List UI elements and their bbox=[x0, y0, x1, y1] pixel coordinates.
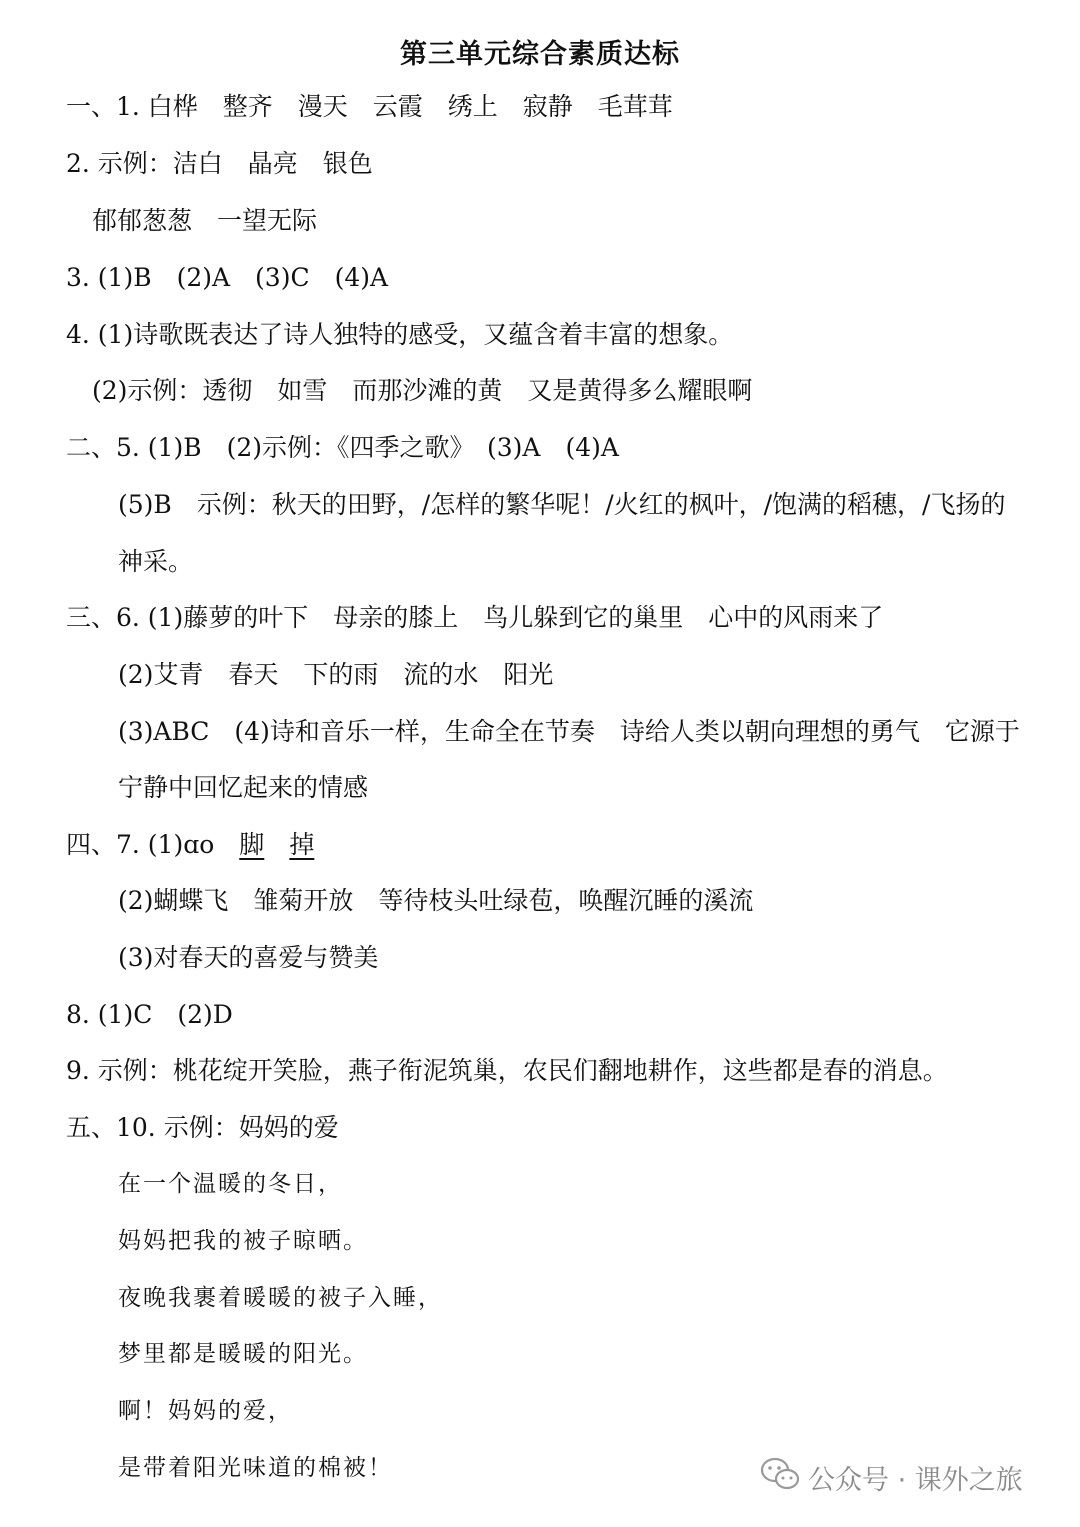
answer-line: 一、1. 白桦 整齐 漫天 云霞 绣上 寂静 毛茸茸 bbox=[66, 92, 673, 121]
answer-line bbox=[66, 828, 314, 862]
answer-line: (5)B 示例：秋天的田野，/怎样的繁华呢！/火红的枫叶，/饱满的稻穗，/飞扬的 bbox=[118, 490, 1006, 519]
separator bbox=[264, 830, 289, 859]
answer-line: (2)艾青 春天 下的雨 流的水 阳光 bbox=[118, 660, 554, 689]
poem-line: 妈妈把我的被子晾晒。 bbox=[118, 1228, 368, 1254]
page-title: 第三单元综合素质达标 bbox=[400, 39, 680, 70]
poem-title: 妈妈的爱 bbox=[238, 1113, 339, 1142]
answer-line: (2)蝴蝶飞 雏菊开放 等待枝头吐绿苞，唤醒沉睡的溪流 bbox=[118, 886, 754, 915]
answer-line: 8. (1)C (2)D bbox=[66, 1000, 233, 1029]
answer-line: (3)对春天的喜爱与赞美 bbox=[118, 943, 379, 972]
answer-line: 三、6. (1)藤萝的叶下 母亲的膝上 鸟儿躲到它的巢里 心中的风雨来了 bbox=[66, 603, 884, 632]
poem-line: 梦里都是暖暖的阳光。 bbox=[118, 1341, 368, 1367]
underlined-word: 脚 bbox=[239, 830, 265, 859]
answer-line: 9. 示例：桃花绽开笑脸，燕子衔泥筑巢，农民们翻地耕作，这些都是春的消息。 bbox=[66, 1056, 948, 1085]
answer-line: 宁静中回忆起来的情感 bbox=[118, 773, 369, 802]
answer-line: 2. 示例：洁白 晶亮 银色 bbox=[66, 149, 373, 178]
watermark bbox=[760, 1455, 1060, 1499]
answer-line: 郁郁葱葱 一望无际 bbox=[92, 206, 318, 235]
poem-line: 在一个温暖的冬日， bbox=[118, 1171, 343, 1197]
answer-line: 3. (1)B (2)A (3)C (4)A bbox=[66, 263, 389, 292]
answer-line: (3)ABC (4)诗和音乐一样，生命全在节奏 诗给人类以朝向理想的勇气 它源于 bbox=[118, 717, 1020, 746]
poem-line: 夜晚我裹着暖暖的被子入睡， bbox=[118, 1285, 443, 1311]
wechat-icon bbox=[760, 1457, 808, 1498]
answer-prefix: 四、7. (1)ɑo bbox=[66, 830, 240, 859]
answer-line bbox=[66, 1111, 339, 1145]
poem-line: 是带着阳光味道的棉被！ bbox=[118, 1455, 393, 1481]
answer-line: 神采。 bbox=[118, 547, 194, 576]
poem-line: 啊！妈妈的爱， bbox=[118, 1398, 293, 1424]
underlined-word: 掉 bbox=[289, 830, 315, 859]
answer-line: 4. (1)诗歌既表达了诗人独特的感受，又蕴含着丰富的想象。 bbox=[66, 320, 734, 349]
answer-prefix: 五、10. 示例： bbox=[66, 1113, 239, 1142]
watermark-text: 公众号 · 课外之旅 bbox=[808, 1464, 1023, 1496]
answer-line: 二、5. (1)B (2)示例：《四季之歌》 (3)A (4)A bbox=[66, 433, 619, 462]
answer-line: (2)示例：透彻 如雪 而那沙滩的黄 又是黄得多么耀眼啊 bbox=[92, 376, 753, 405]
